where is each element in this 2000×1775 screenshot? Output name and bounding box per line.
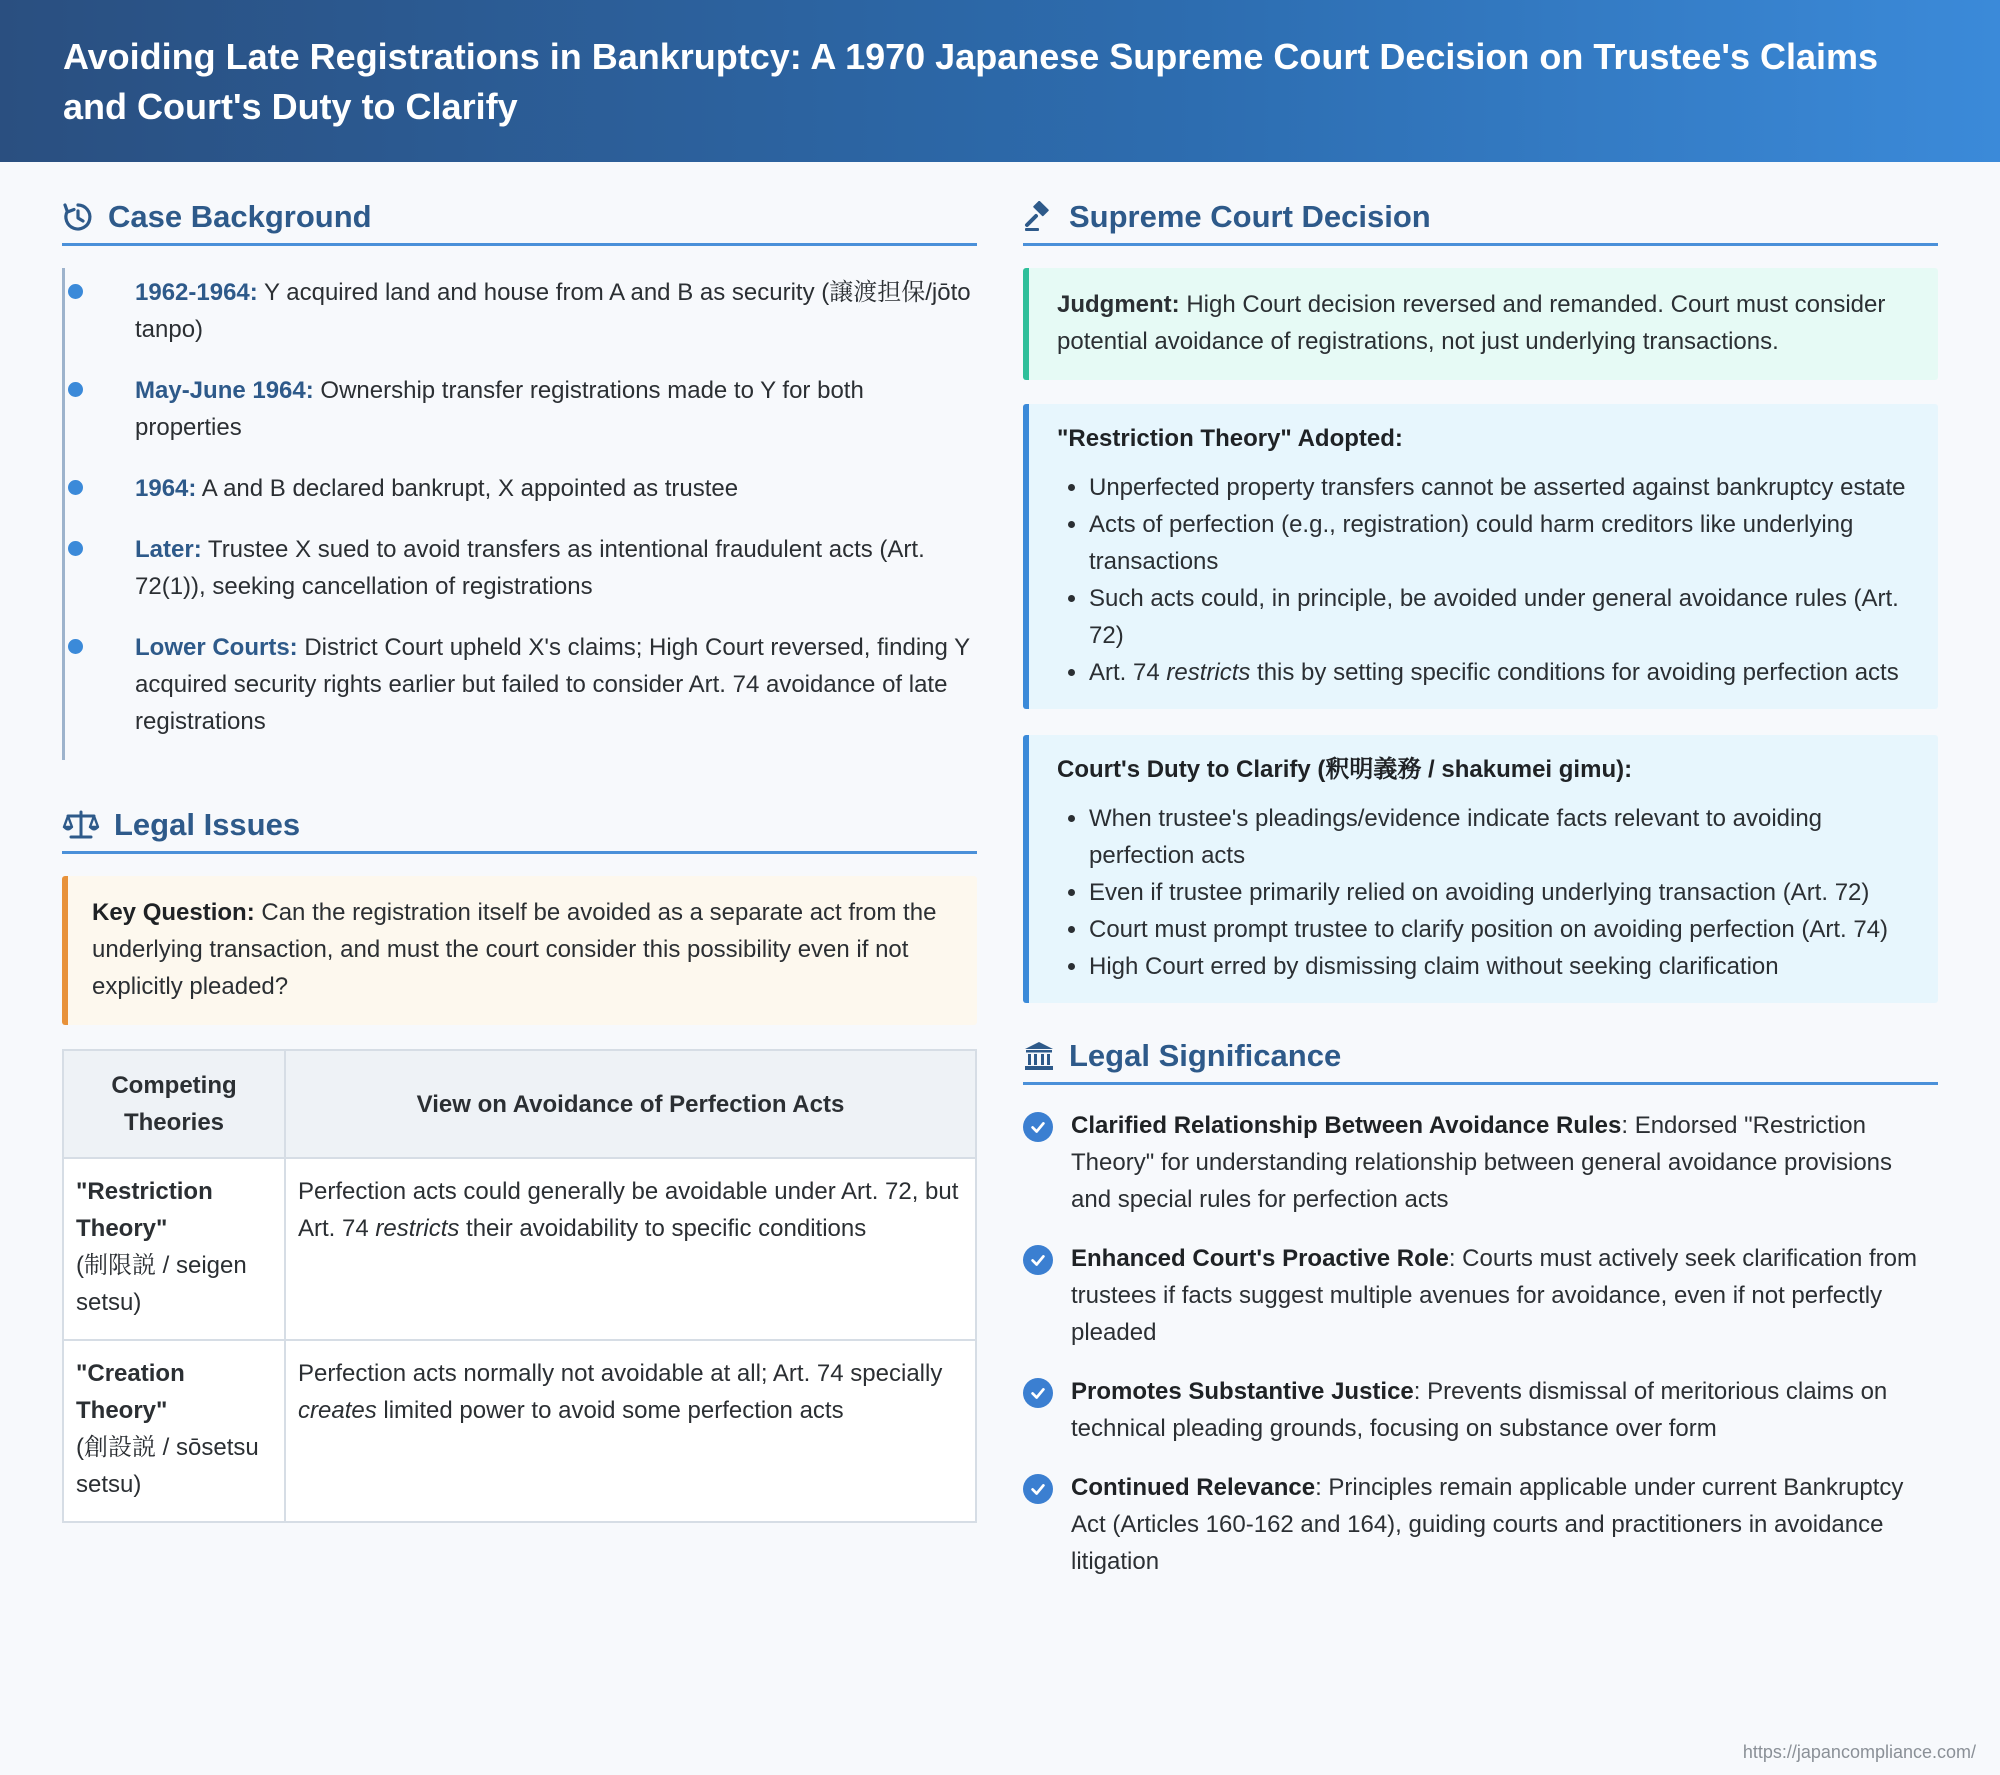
significance-list	[1023, 1107, 1938, 1580]
list-item: • When trustee's pleadings/evidence indicate facts relevant to avoiding perfection acts	[1089, 800, 1910, 874]
theory-view-text: Perfection acts normally not avoidable at all; Art. 74 specially	[298, 1360, 943, 1387]
timeline-item	[65, 470, 977, 507]
list-item	[1023, 1107, 1938, 1218]
timeline-date: Lower Courts:	[135, 634, 298, 661]
supreme-court-decision-title: Supreme Court Decision	[1069, 198, 1431, 234]
right-column	[1023, 190, 1938, 1602]
legal-significance-title: Legal Significance	[1069, 1037, 1342, 1073]
significance-lead: Continued Relevance	[1071, 1474, 1316, 1501]
theory-name: "Creation Theory"	[76, 1360, 185, 1424]
table-header: View on Avoidance of Perfection Acts	[285, 1050, 976, 1158]
legal-significance-heading	[1023, 1029, 1938, 1085]
key-question-callout	[62, 876, 977, 1025]
list-item: • Even if trustee primarily relied on avoiding underlying transaction (Art. 72)	[1089, 874, 1910, 911]
legal-issues-title: Legal Issues	[114, 806, 301, 842]
timeline-text: Trustee X sued to avoid transfers as intentional fraudulent acts (Art. 72(1)), seeking cancellation of registrations	[135, 536, 925, 600]
theory-view-text: their avoidability to specific conditions	[459, 1215, 867, 1242]
list-item: • Acts of perfection (e.g., registration) could harm creditors like underlying transactions	[1089, 506, 1910, 580]
timeline-item	[65, 372, 977, 446]
timeline-item	[65, 629, 977, 740]
significance-lead: Enhanced Court's Proactive Role	[1071, 1245, 1449, 1272]
table-header-row	[63, 1050, 976, 1158]
list-item: • Such acts could, in principle, be avoided under general avoidance rules (Art. 72)	[1089, 580, 1910, 654]
competing-theories-table	[62, 1049, 977, 1523]
timeline-date: 1964:	[135, 475, 197, 502]
list-item	[1023, 1240, 1938, 1351]
key-question-text: Can the registration itself be avoided as a separate act from the underlying transaction, and must the court consider this possibility even if not explicitly pleaded?	[92, 899, 937, 1000]
significance-text: : Courts must actively seek clarification from trustees if facts suggest multiple avenues for avoidance, even if not perfectly pleaded	[1071, 1245, 1917, 1346]
timeline-dot	[68, 480, 83, 495]
balance-scale-icon	[62, 809, 100, 841]
timeline-dot	[68, 382, 83, 397]
page-header	[0, 0, 2000, 162]
check-circle-icon	[1023, 1378, 1053, 1408]
timeline-date: Later:	[135, 536, 202, 563]
restriction-theory-box	[1023, 404, 1938, 709]
supreme-court-decision-heading	[1023, 190, 1938, 246]
list-item	[1023, 1373, 1938, 1447]
timeline-dot	[68, 541, 83, 556]
check-circle-icon	[1023, 1245, 1053, 1275]
case-background-heading	[62, 190, 977, 246]
restriction-theory-list	[1057, 469, 1910, 691]
significance-text: : Prevents dismissal of meritorious claims on technical pleading grounds, focusing on substance over form	[1071, 1378, 1888, 1442]
list-item	[1023, 1469, 1938, 1580]
table-cell	[63, 1158, 285, 1340]
list-item-emphasis: restricts	[1166, 659, 1251, 686]
check-circle-icon	[1023, 1112, 1053, 1142]
theory-view-emphasis: creates	[298, 1397, 377, 1424]
theory-subtitle: (創設説 / sōsetsu setsu)	[76, 1434, 259, 1498]
list-item-text: Art. 74	[1089, 659, 1167, 686]
left-column	[62, 190, 977, 1523]
timeline-text: Y acquired land and house from A and B as security (譲渡担保/jōto tanpo)	[135, 279, 971, 343]
significance-lead: Clarified Relationship Between Avoidance Rules	[1071, 1112, 1622, 1139]
timeline-item	[65, 274, 977, 348]
case-background-title: Case Background	[108, 198, 372, 234]
legal-issues-heading	[62, 798, 977, 854]
page-title: Avoiding Late Registrations in Bankruptcy: A 1970 Japanese Supreme Court Decision on Trustee's Claims and Court's Duty to Clarify	[63, 36, 1879, 127]
list-item	[1089, 654, 1910, 691]
table-cell	[285, 1158, 976, 1340]
footer-url: https://japancompliance.com/	[1742, 1742, 1976, 1762]
courthouse-icon	[1023, 1040, 1055, 1072]
table-cell	[285, 1340, 976, 1522]
significance-text: : Principles remain applicable under current Bankruptcy Act (Articles 160-162 and 164), guiding courts and practitioners in avoidance litigation	[1071, 1474, 1904, 1575]
theory-view-emphasis: restricts	[375, 1215, 460, 1242]
duty-to-clarify-list	[1057, 800, 1910, 985]
list-item: • Court must prompt trustee to clarify position on avoiding perfection (Art. 74)	[1089, 911, 1910, 948]
duty-to-clarify-title: Court's Duty to Clarify (釈明義務 / shakumei gimu):	[1057, 756, 1633, 783]
duty-to-clarify-box	[1023, 735, 1938, 1003]
restriction-theory-title: "Restriction Theory" Adopted:	[1057, 425, 1403, 452]
judgment-box	[1023, 268, 1938, 380]
list-item: • High Court erred by dismissing claim without seeking clarification	[1089, 948, 1910, 985]
theory-subtitle: (制限説 / seigen setsu)	[76, 1252, 247, 1316]
theory-name: "Restriction Theory"	[76, 1178, 213, 1242]
table-cell	[63, 1340, 285, 1522]
key-question-label: Key Question:	[92, 899, 255, 926]
history-icon	[62, 201, 94, 233]
timeline-text: Ownership transfer registrations made to Y for both properties	[135, 377, 864, 441]
timeline-dot	[68, 639, 83, 654]
gavel-icon	[1023, 201, 1055, 233]
judgment-text: High Court decision reversed and remanded. Court must consider potential avoidance of registrations, not just underlying transactions.	[1057, 291, 1886, 355]
significance-text: : Endorsed "Restriction Theory" for understanding relationship between general avoidance provisions and special rules for perfection acts	[1071, 1112, 1893, 1213]
theory-view-text: limited power to avoid some perfection acts	[376, 1397, 844, 1424]
table-row	[63, 1340, 976, 1522]
timeline-item	[65, 531, 977, 605]
timeline-dot	[68, 284, 83, 299]
list-item-text: this by setting specific conditions for avoiding perfection acts	[1250, 659, 1899, 686]
timeline-date: 1962-1964:	[135, 279, 258, 306]
timeline-text: District Court upheld X's claims; High Court reversed, finding Y acquired security rights earlier but failed to consider Art. 74 avoidance of late registrations	[135, 634, 970, 735]
judgment-label: Judgment:	[1057, 291, 1180, 318]
check-circle-icon	[1023, 1474, 1053, 1504]
list-item: • Unperfected property transfers cannot be asserted against bankruptcy estate	[1089, 469, 1910, 506]
timeline-date: May-June 1964:	[135, 377, 314, 404]
timeline-text: A and B declared bankrupt, X appointed as trustee	[196, 475, 739, 502]
case-timeline	[62, 268, 977, 760]
table-header: Competing Theories	[63, 1050, 285, 1158]
table-row	[63, 1158, 976, 1340]
significance-lead: Promotes Substantive Justice	[1071, 1378, 1414, 1405]
theory-view-text: Perfection acts could generally be avoidable under Art. 72, but Art. 74	[298, 1178, 959, 1242]
